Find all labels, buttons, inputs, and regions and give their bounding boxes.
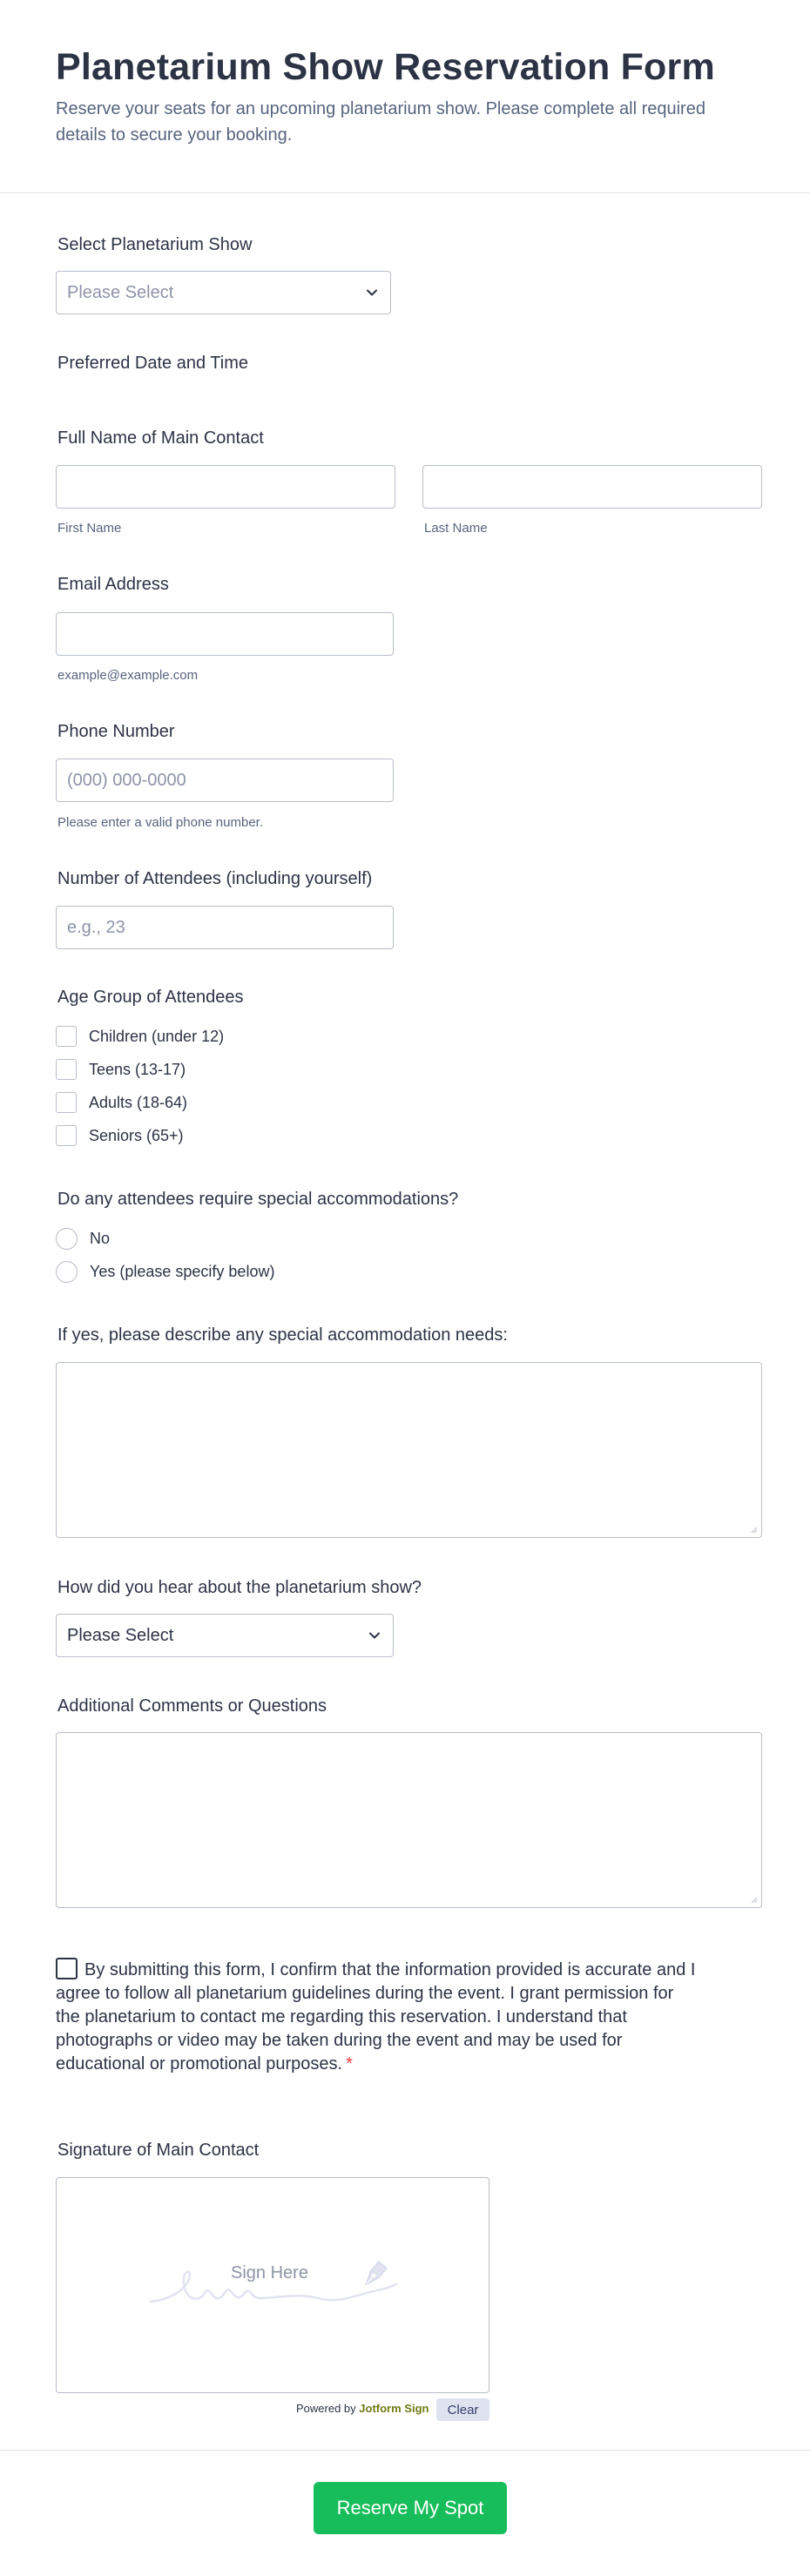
form-header xyxy=(0,0,810,193)
first-name-sublabel: First Name xyxy=(57,521,122,536)
age-option[interactable] xyxy=(56,1124,184,1147)
phone-input[interactable] xyxy=(56,759,394,802)
powered-prefix: Powered by xyxy=(296,2402,356,2415)
attendees-label: Number of Attendees (including yourself) xyxy=(57,869,373,888)
checkbox[interactable] xyxy=(56,1059,77,1080)
age-option-label: Seniors (65+) xyxy=(89,1126,184,1144)
accommodation-option-no[interactable] xyxy=(56,1227,110,1250)
consent-block xyxy=(56,1958,700,2076)
chevron-down-icon xyxy=(364,285,380,300)
attendees-placeholder: e.g., 23 xyxy=(67,918,125,937)
checkbox[interactable] xyxy=(56,1092,77,1113)
submit-button[interactable]: Reserve My Spot xyxy=(314,2482,507,2534)
age-option-label: Teens (13-17) xyxy=(89,1060,186,1078)
datetime-label: Preferred Date and Time xyxy=(57,354,248,373)
resize-grip-icon[interactable] xyxy=(749,1895,758,1904)
signature-pad[interactable] xyxy=(56,2177,489,2393)
phone-placeholder: (000) 000-0000 xyxy=(67,771,186,790)
signature-scribble-icon xyxy=(57,2178,490,2394)
accommodation-details-textarea[interactable] xyxy=(56,1362,762,1538)
signature-label: Signature of Main Contact xyxy=(57,2141,260,2160)
age-group-label: Age Group of Attendees xyxy=(57,988,244,1007)
age-option-label: Children (under 12) xyxy=(89,1027,225,1045)
chevron-down-icon xyxy=(367,1628,382,1643)
radio[interactable] xyxy=(56,1261,78,1283)
powered-by xyxy=(296,2402,429,2415)
first-name-input[interactable] xyxy=(56,465,395,509)
email-field[interactable] xyxy=(56,612,394,656)
show-label: Select Planetarium Show xyxy=(57,235,253,254)
accommodation-option-yes[interactable] xyxy=(56,1260,274,1283)
email-sublabel: example@example.com xyxy=(57,668,199,683)
last-name-sublabel: Last Name xyxy=(424,521,488,536)
age-option[interactable] xyxy=(56,1091,187,1114)
clear-button[interactable]: Clear xyxy=(436,2398,489,2421)
age-option[interactable] xyxy=(56,1058,186,1081)
age-option[interactable] xyxy=(56,1025,224,1048)
comments-textarea[interactable] xyxy=(56,1732,762,1908)
phone-label: Phone Number xyxy=(57,722,175,741)
radio-label: Yes (please specify below) xyxy=(90,1262,275,1280)
checkbox[interactable] xyxy=(56,1026,77,1047)
heard-select-value: Please Select xyxy=(67,1626,174,1645)
email-label: Email Address xyxy=(57,575,169,594)
signature-placeholder: Sign Here xyxy=(231,2263,308,2283)
name-label: Full Name of Main Contact xyxy=(57,428,264,448)
heard-label: How did you hear about the planetarium show? xyxy=(57,1578,422,1597)
radio[interactable] xyxy=(56,1228,78,1250)
accommodations-label: Do any attendees require special accommodations? xyxy=(57,1190,459,1209)
consent-checkbox[interactable] xyxy=(56,1958,78,1979)
phone-sublabel: Please enter a valid phone number. xyxy=(57,815,263,830)
checkbox[interactable] xyxy=(56,1125,77,1146)
required-mark: * xyxy=(346,2054,353,2074)
accommodation-details-label: If yes, please describe any special accommodation needs: xyxy=(57,1325,508,1345)
last-name-input[interactable] xyxy=(422,465,762,509)
form-description: Reserve your seats for an upcoming planetarium show. Please complete all required details to secure your booking. xyxy=(56,99,705,145)
consent-text: By submitting this form, I confirm that the information provided is accurate and I agree to follow all planetarium guidelines during the event. I grant permission for the planetarium to contact me regarding this reservation. I understand that photographs or video may be taken during the event and may be used for educational or promotional purposes. xyxy=(56,1960,696,2074)
powered-brand: Jotform Sign xyxy=(359,2402,429,2415)
heard-select[interactable] xyxy=(56,1614,394,1657)
age-option-label: Adults (18-64) xyxy=(89,1093,188,1111)
pen-nib-icon xyxy=(356,2258,391,2293)
show-select-placeholder: Please Select xyxy=(67,283,174,302)
radio-label: No xyxy=(90,1229,111,1247)
form-title: Planetarium Show Reservation Form xyxy=(56,46,715,88)
show-select[interactable] xyxy=(56,271,391,314)
footer-divider xyxy=(0,2450,810,2451)
comments-label: Additional Comments or Questions xyxy=(57,1696,327,1716)
attendees-input[interactable] xyxy=(56,906,394,949)
resize-grip-icon[interactable] xyxy=(749,1525,758,1534)
